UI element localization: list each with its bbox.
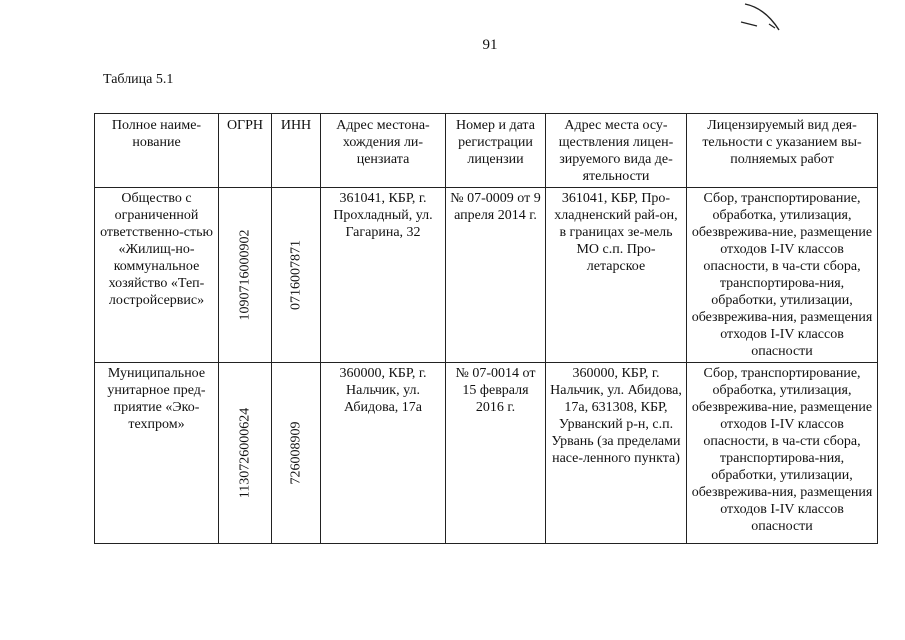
cell-full-name: Муниципальное унитарное пред-приятие «Эко-техпром» — [95, 363, 219, 544]
header-activity-address: Адрес места осу-ществления лицен-зируемого вида де-ятельности — [546, 114, 687, 188]
cell-ogrn — [219, 188, 272, 363]
cell-inn — [272, 363, 321, 544]
inn-value: 726008909 — [288, 421, 304, 485]
cell-activity-address: 360000, КБР, г. Нальчик, ул. Абидова, 17а, 631308, КБР, Урванский р-н, с.п. Урвань (за пределами насе-ленного пункта) — [546, 363, 687, 544]
cell-license: № 07-0014 от 15 февраля 2016 г. — [446, 363, 546, 544]
cell-activity: Сбор, транспортирование, обработка, утилизация, обезврежива-ние, размещение отходов I-IV классов опасности, в ча-сти сбора, транспортирова-ния, обработки, утилизации, обезврежива-ния, размещения отходов I-IV классов опасности — [687, 363, 878, 544]
cell-activity: Сбор, транспортирование, обработка, утилизация, обезврежива-ние, размещение отходов I-IV классов опасности, в ча-сти сбора, транспортирова-ния, обработки, утилизации, обезврежива-ния, размещения отходов I-IV классов опасности — [687, 188, 878, 363]
license-table — [94, 113, 878, 544]
inn-value: 0716007871 — [288, 240, 304, 310]
cell-full-name: Общество с ограниченной ответственно-стью «Жилищ-но-коммунальное хозяйство «Теп-лостройсервис» — [95, 188, 219, 363]
header-ogrn: ОГРН — [219, 114, 272, 188]
cell-address: 361041, КБР, г. Прохладный, ул. Гагарина, 32 — [321, 188, 446, 363]
ogrn-value: 1130726000624 — [237, 407, 253, 499]
header-activity: Лицензируемый вид дея-тельности с указанием вы-полняемых работ — [687, 114, 878, 188]
table-caption: Таблица 5.1 — [103, 72, 174, 87]
cell-license: № 07-0009 от 9 апреля 2014 г. — [446, 188, 546, 363]
scan-pen-mark — [735, 0, 795, 45]
cell-address: 360000, КБР, г. Нальчик, ул. Абидова, 17а — [321, 363, 446, 544]
table-row — [95, 188, 878, 363]
header-full-name: Полное наиме-нование — [95, 114, 219, 188]
cell-inn — [272, 188, 321, 363]
table-row — [95, 363, 878, 544]
header-row — [95, 114, 878, 188]
header-address: Адрес местона-хождения ли-цензиата — [321, 114, 446, 188]
cell-activity-address: 361041, КБР, Про-хладненский рай-он, в границах зе-мель МО с.п. Про-летарское — [546, 188, 687, 363]
page-number: 91 — [482, 37, 498, 53]
ogrn-value: 1090716000902 — [237, 229, 253, 321]
header-inn: ИНН — [272, 114, 321, 188]
header-license: Номер и дата регистрации лицензии — [446, 114, 546, 188]
cell-ogrn — [219, 363, 272, 544]
